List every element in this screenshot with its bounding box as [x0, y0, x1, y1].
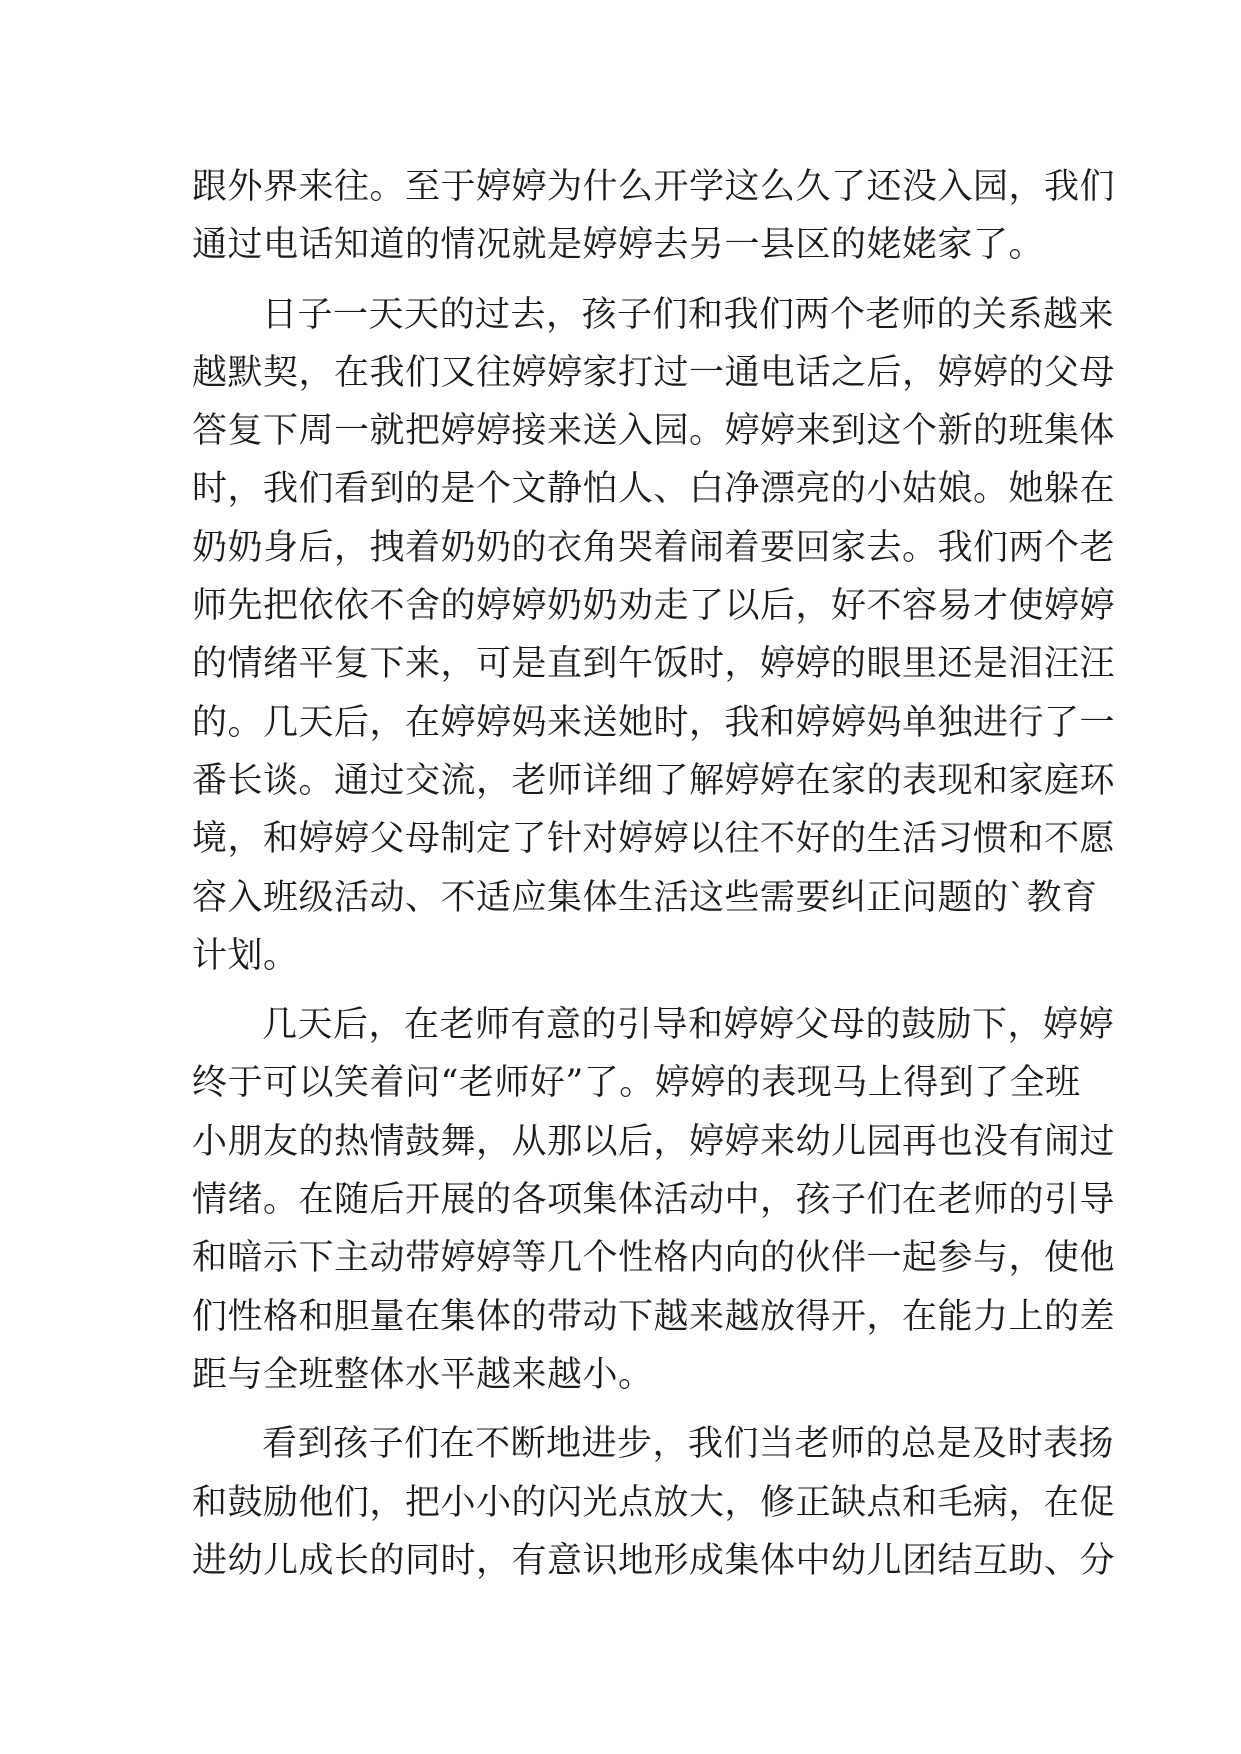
- text-line: 容入班级活动、不适应集体生活这些需要纠正问题的`教育: [192, 877, 1098, 918]
- text-line: 师先把依依不舍的婷婷奶奶劝走了以后，好不容易才使婷婷: [192, 586, 1116, 627]
- text-line: 奶奶身后，拽着奶奶的衣角哭着闹着要回家去。我们两个老: [192, 527, 1116, 568]
- text-line: 小朋友的热情鼓舞，从那以后，婷婷来幼儿园再也没有闹过: [192, 1121, 1116, 1162]
- text-line: 时，我们看到的是个文静怕人、白净漂亮的小姑娘。她躲在: [192, 469, 1116, 510]
- paragraph: [192, 158, 1116, 275]
- text-line: 通过电话知道的情况就是婷婷去另一县区的姥姥家了。: [192, 225, 1045, 266]
- text-line: 几天后，在老师有意的引导和婷婷父母的鼓励下，婷婷: [262, 1005, 1115, 1046]
- text-line: 的。几天后，在婷婷妈来送她时，我和婷婷妈单独进行了一: [192, 702, 1116, 743]
- text-line: 和暗示下主动带婷婷等几个性格内向的伙伴一起参与，使他: [192, 1238, 1116, 1279]
- text-line: 们性格和胆量在集体的带动下越来越放得开，在能力上的差: [192, 1296, 1116, 1337]
- paragraph: [192, 1415, 1116, 1590]
- text-line: 的情绪平复下来，可是直到午饭时，婷婷的眼里还是泪汪汪: [192, 644, 1116, 685]
- text-line: 境，和婷婷父母制定了针对婷婷以往不好的生活习惯和不愿: [192, 819, 1116, 860]
- text-line: 和鼓励他们，把小小的闪光点放大，修正缺点和毛病，在促: [192, 1482, 1116, 1523]
- text-line: 距与全班整体水平越来越小。: [192, 1354, 654, 1395]
- document-body: [192, 158, 1116, 1590]
- text-line: 情绪。在随后开展的各项集体活动中，孩子们在老师的引导: [192, 1180, 1116, 1221]
- text-line: 日子一天天的过去，孩子们和我们两个老师的关系越来: [262, 294, 1115, 335]
- text-line: 进幼儿成长的同时，有意识地形成集体中幼儿团结互助、分: [192, 1540, 1116, 1581]
- text-line: 答复下周一就把婷婷接来送入园。婷婷来到这个新的班集体: [192, 411, 1116, 452]
- text-line: 越默契，在我们又往婷婷家打过一通电话之后，婷婷的父母: [192, 352, 1116, 393]
- paragraph: [192, 996, 1116, 1404]
- text-line: 跟外界来往。至于婷婷为什么开学这么久了还没入园，我们: [192, 167, 1116, 207]
- paragraph: [192, 286, 1116, 986]
- text-line: 终于可以笑着问“老师好”了。婷婷的表现马上得到了全班: [192, 1063, 1081, 1104]
- text-line: 看到孩子们在不断地进步，我们当老师的总是及时表扬: [262, 1424, 1115, 1465]
- text-line: 计划。: [192, 935, 299, 976]
- text-line: 番长谈。通过交流，老师详细了解婷婷在家的表现和家庭环: [192, 760, 1116, 801]
